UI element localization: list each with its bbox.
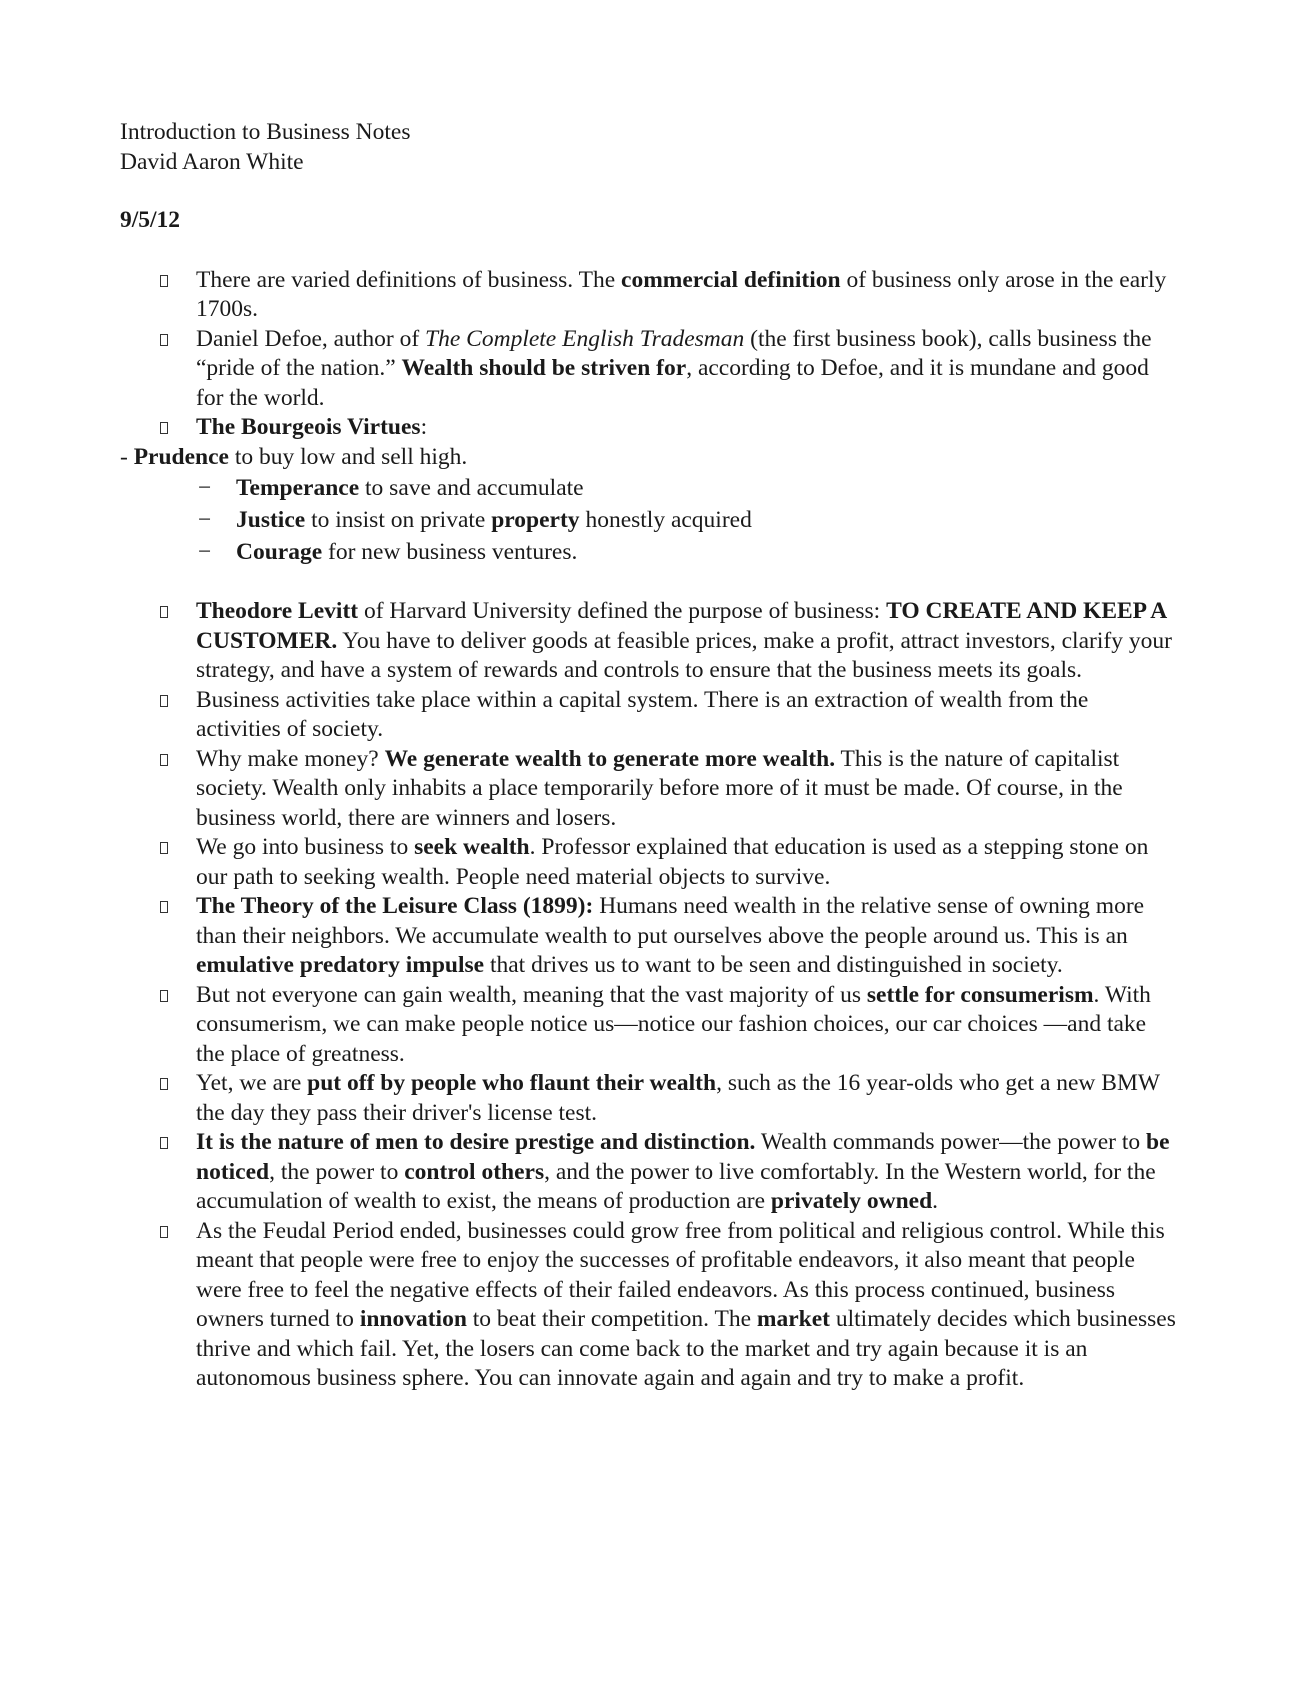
bold-text: Prudence <box>133 443 229 470</box>
text-run: , such as the 16 year-olds who get a new BMW the day they pass their driver's license test. <box>196 1070 1160 1126</box>
text-run: You have to deliver goods at feasible prices, make a profit, attract investors, clarify your strategy, and have a system of rewards and controls to ensure that the business meets its goals. <box>196 627 1172 683</box>
list-item <box>120 981 1176 1070</box>
bold-text: We generate wealth to generate more wealth. <box>384 745 836 772</box>
text-run: But not everyone can gain wealth, meaning that the vast majority of us <box>196 981 867 1008</box>
text-run: that drives us to want to be seen and distinguished in society. <box>484 952 1063 978</box>
list-item <box>120 266 1176 325</box>
bullet-list-main <box>120 597 1176 1394</box>
bullet-box-icon <box>160 422 168 434</box>
bold-text: innovation <box>359 1306 467 1332</box>
text-run: to buy low and sell high. <box>229 443 468 470</box>
bullet-box-icon <box>160 901 168 913</box>
text-run: , the power to <box>269 1158 405 1185</box>
list-item <box>120 1069 1176 1128</box>
bullet-box-icon <box>160 842 168 854</box>
note-date: 9/5/12 <box>120 207 181 233</box>
bullet-box-icon <box>160 754 168 766</box>
bullet-box-icon <box>160 1226 168 1238</box>
bullet-list-intro <box>120 266 1176 443</box>
dash-icon: − <box>198 539 212 565</box>
bullet-box-icon <box>160 275 168 287</box>
text-run: We go into business to <box>196 834 415 860</box>
bullet-box-icon <box>160 1078 168 1090</box>
bold-text: The Theory of the Leisure Class (1899): <box>196 893 594 919</box>
text-run: to beat their competition. The <box>466 1306 757 1332</box>
text-run: Humans need wealth in the relative sense of owning more than their neighbors. We accumulate wealth to put ourselves above the people around us. This is an <box>196 893 1145 949</box>
bold-text: Courage <box>236 539 323 565</box>
text-run: of Harvard University defined the purpose of business: <box>358 598 887 624</box>
text-run: As the Feudal Period ended, businesses could grow free from political and religious control. While this meant that people were free to enjoy the successes of profitable endeavors, it also meant that people were free to feel the negative effects of their failed endeavors. As this process continued, business owners turned to <box>196 1217 1165 1332</box>
text-run: honestly acquired <box>579 507 752 533</box>
bold-text: market <box>756 1306 830 1332</box>
text-run: of business only arose in the early 1700s. <box>196 266 1167 322</box>
text-run: to save and accumulate <box>359 475 584 501</box>
list-item <box>120 597 1176 686</box>
list-item <box>120 892 1176 981</box>
dash-item <box>120 504 1176 536</box>
list-item <box>120 1217 1176 1394</box>
text-run: ultimately decides which businesses thrive and which fail. Yet, the losers can come back to the market and try again because it is an autonomous business sphere. You can innovate again and again and try to make a profit. <box>196 1306 1176 1391</box>
list-item <box>120 686 1176 745</box>
bullet-box-icon <box>160 334 168 346</box>
text-run: . Professor explained that education is used as a stepping stone on our path to seeking wealth. People need material objects to survive. <box>196 834 1149 890</box>
text-run: There are varied definitions of business. The <box>196 266 622 293</box>
dash-item <box>120 472 1176 504</box>
text-run: for new business ventures. <box>322 539 578 565</box>
bold-text: property <box>491 507 580 533</box>
text-run: - <box>120 443 134 470</box>
list-item <box>120 325 1176 414</box>
text-run: . <box>932 1188 939 1214</box>
dash-icon: − <box>198 507 212 533</box>
list-item <box>120 1128 1176 1217</box>
text-run: Wealth commands power—the power to <box>755 1129 1146 1155</box>
bullet-box-icon <box>160 606 168 618</box>
text-run: : <box>420 414 428 440</box>
text-run: to insist on private <box>305 507 492 533</box>
document-title: Introduction to Business Notes <box>120 119 411 145</box>
list-item <box>120 833 1176 892</box>
text-run: Daniel Defoe, author of <box>196 325 426 352</box>
paragraph-spacer <box>120 568 1176 597</box>
text-run: This is the nature of capitalist society. Wealth only inhabits a place temporarily before more of it must be made. Of course, in the business world, there are winners and losers. <box>196 745 1123 831</box>
bold-text: be noticed <box>196 1129 1170 1185</box>
bold-text: settle for consumerism <box>866 981 1094 1008</box>
dash-icon: − <box>198 475 212 501</box>
bold-text: Justice <box>236 507 306 533</box>
author-name: David Aaron White <box>120 148 304 175</box>
bold-text: TO CREATE AND KEEP A CUSTOMER. <box>196 598 1166 654</box>
text-run: , according to Defoe, and it is mundane and good for the world. <box>196 355 1149 411</box>
bold-text: The Bourgeois Virtues <box>196 414 421 440</box>
dash-item <box>120 536 1176 568</box>
bullet-box-icon <box>160 990 168 1002</box>
text-run: Yet, we are <box>196 1070 308 1096</box>
bold-text: emulative predatory impulse <box>196 952 485 978</box>
list-item <box>120 745 1176 834</box>
bullet-box-icon <box>160 695 168 707</box>
text-run: , and the power to live comfortably. In the Western world, for the accumulation of wealth to exist, the means of production are <box>196 1158 1156 1214</box>
list-item <box>120 413 1176 443</box>
prudence-line <box>120 443 1176 473</box>
text-run: Business activities take place within a capital system. There is an extraction of wealth from the activities of society. <box>196 686 1089 742</box>
bold-text: control others <box>404 1158 545 1185</box>
text-run: Why make money? <box>196 745 385 772</box>
virtues-dash-list <box>120 472 1176 568</box>
text-run: (the first business book), calls business the “pride of the nation.” <box>196 325 1152 381</box>
bold-text: Wealth should be striven for <box>401 355 687 381</box>
italic-text: The Complete English Tradesman <box>425 325 745 352</box>
bullet-box-icon <box>160 1137 168 1149</box>
text-run: . With consumerism, we can make people notice us—notice our fashion choices, our car choices —and take the place of greatness. <box>196 981 1151 1067</box>
bold-text: Temperance <box>236 475 360 501</box>
bold-text: It is the nature of men to desire prestige and distinction. <box>196 1129 756 1155</box>
bold-text: put off by people who flaunt their wealth <box>307 1070 717 1096</box>
bold-text: seek wealth <box>414 834 530 860</box>
bold-text: commercial definition <box>621 266 841 293</box>
bold-text: privately owned <box>770 1188 933 1214</box>
bold-text: Theodore Levitt <box>196 598 359 624</box>
